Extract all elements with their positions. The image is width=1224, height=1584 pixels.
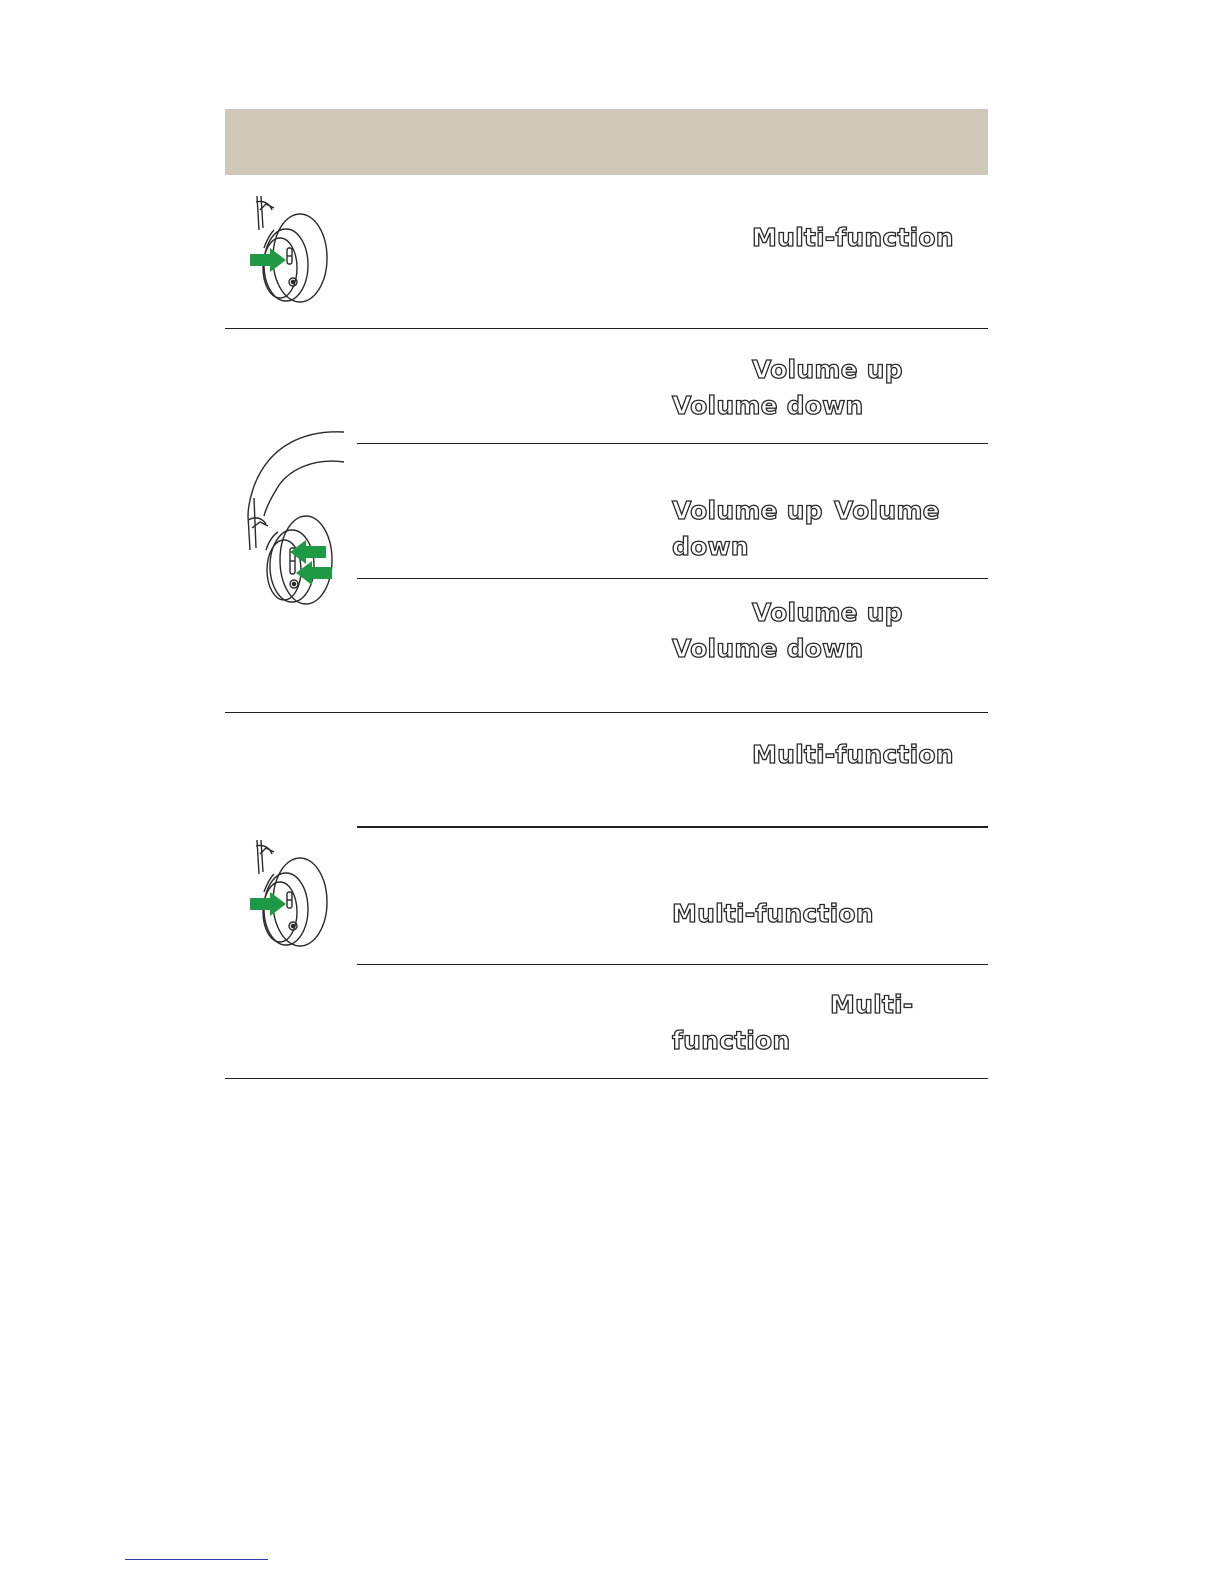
volume-down-label-continued: down: [672, 532, 749, 561]
row-divider: [225, 712, 988, 713]
headset-volume-buttons-icon: [236, 428, 346, 608]
row-divider: [225, 328, 988, 329]
headset-multi-function-button-icon: [240, 190, 340, 310]
multi-function-label: Multi-function: [672, 899, 874, 928]
row-divider: [225, 1078, 988, 1079]
cell-divider: [357, 578, 988, 579]
footer-link-underline[interactable]: [125, 1559, 268, 1560]
volume-up-label: Volume up: [752, 355, 903, 384]
volume-down-label: Volume: [834, 496, 940, 525]
cell-divider: [357, 826, 988, 828]
multi-function-label: Multi-: [830, 990, 914, 1019]
table-header: [225, 109, 988, 175]
multi-function-label: Multi-function: [752, 740, 954, 769]
volume-down-label: Volume down: [672, 634, 864, 663]
volume-up-label: Volume up: [752, 598, 903, 627]
volume-down-label: Volume down: [672, 391, 864, 420]
multi-function-label-continued: function: [672, 1026, 791, 1055]
volume-up-label: Volume up: [672, 496, 823, 525]
cell-divider: [357, 443, 988, 444]
headset-multi-function-button-icon: [240, 834, 340, 954]
multi-function-label: Multi-function: [752, 223, 954, 252]
cell-divider: [357, 964, 988, 965]
